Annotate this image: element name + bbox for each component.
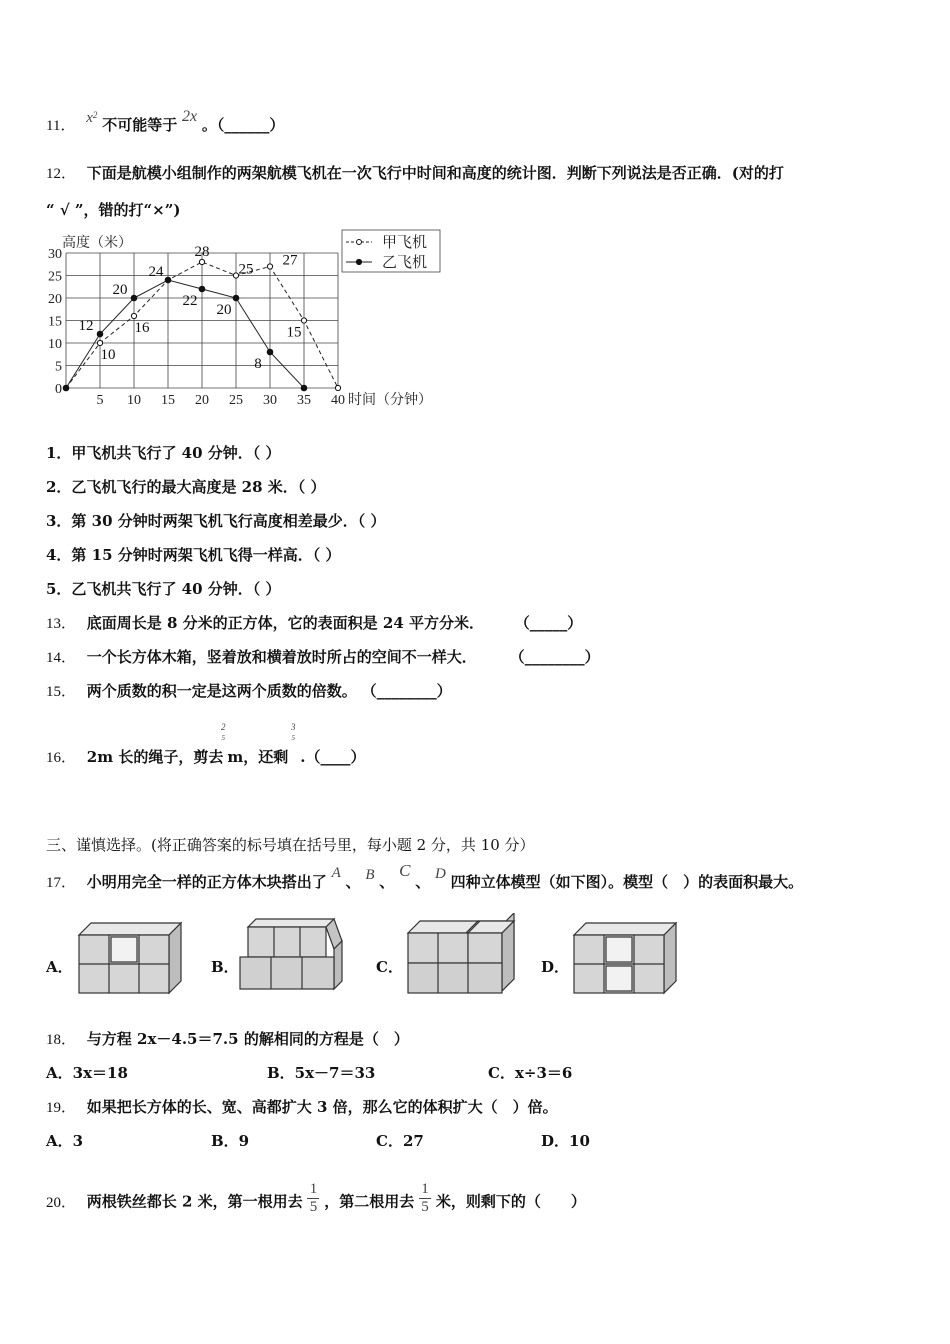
question-text: 下面是航模小组制作的两架航模飞机在一次飞行中时间和高度的统计图．判断下列说法是否正确．(对的打	[86, 164, 784, 182]
fraction-one-fifth-2	[419, 1182, 431, 1215]
separator: 、	[379, 873, 395, 891]
answer-blank[interactable]: （________）	[509, 648, 600, 666]
x-tick-label: 40	[331, 393, 345, 408]
option-d[interactable]: D．	[541, 958, 570, 976]
y-tick-label: 20	[48, 292, 62, 307]
question-text: 一个长方体木箱，竖着放和横着放时所占的空间不一样大．	[86, 648, 477, 666]
x-axis-label: 时间（分钟）	[348, 393, 432, 408]
data-point	[301, 385, 307, 391]
question-text-3: 米，则剩下的（ ）	[435, 1192, 586, 1211]
question-12-line2: “ √ ”，错的打“×”)	[46, 201, 181, 219]
x-tick-label: 15	[161, 393, 175, 408]
fraction-numerator: 1	[421, 1181, 429, 1197]
separator: 、	[415, 873, 431, 891]
data-label: 27	[282, 252, 298, 269]
y-axis-label: 高度（米）	[62, 236, 132, 251]
cube-model-d-shape	[574, 923, 676, 993]
x-tick-label: 25	[229, 393, 243, 408]
data-label: 25	[238, 261, 254, 278]
q19-option-b[interactable]: B．9	[211, 1132, 250, 1150]
fraction-denominator: 5	[421, 1199, 429, 1215]
option-c[interactable]: C．	[376, 958, 403, 976]
fraction-one-fifth	[307, 1182, 319, 1215]
option-a[interactable]: A．	[46, 958, 73, 976]
data-point	[131, 295, 137, 301]
question-number: 18．	[46, 1032, 77, 1048]
fraction-two-fifths	[221, 722, 226, 744]
judge-item-1[interactable]: 1．甲飞机共飞行了 40 分钟．（ ）	[46, 444, 281, 462]
cube-model-d	[572, 915, 682, 997]
answer-blank[interactable]: 。（______）	[201, 116, 285, 134]
y-tick-label: 5	[55, 359, 62, 375]
question-text: 底面周长是 8 分米的正方体，它的表面积是 24 平方分米．	[86, 614, 484, 632]
fraction-numerator: 1	[309, 1181, 318, 1197]
math-x: x	[86, 110, 93, 126]
y-tick-label: 10	[48, 337, 62, 352]
data-point	[335, 385, 340, 390]
x-tick-label: 10	[127, 393, 141, 408]
question-11	[46, 108, 285, 135]
cube-model-b-shape	[240, 919, 342, 989]
question-text-2: 四种立体模型（如下图）。模型（ ）的表面积最大。	[450, 873, 804, 891]
question-number: 17．	[46, 875, 77, 891]
question-number: 20．	[46, 1194, 77, 1211]
judge-item-2[interactable]: 2．乙飞机飞行的最大高度是 28 米．（ ）	[46, 478, 326, 496]
legend-label-1: 甲飞机	[382, 235, 428, 251]
question-number: 14．	[46, 650, 77, 666]
question-17	[46, 861, 804, 892]
x-tick-label: 5	[96, 393, 104, 408]
answer-blank[interactable]: （_____）	[514, 614, 583, 632]
cube-model-c-shape	[408, 913, 514, 993]
fraction-three-fifths	[291, 722, 296, 744]
question-text: 两根铁丝都长 2 米，第一根用去	[86, 1192, 303, 1211]
q18-option-b[interactable]: B．5x－7＝33	[267, 1064, 376, 1082]
q18-option-c[interactable]: C．x÷3＝6	[488, 1064, 573, 1082]
question-20	[46, 1181, 586, 1219]
question-number: 11．	[46, 118, 76, 134]
question-number: 13．	[46, 616, 77, 632]
question-15	[46, 680, 452, 701]
data-point	[267, 349, 273, 355]
data-point	[267, 264, 272, 269]
q19-option-a[interactable]: A．3	[46, 1132, 84, 1150]
fraction-numerator: 3	[291, 722, 296, 732]
judge-item-3[interactable]: 3．第 30 分钟时两架飞机飞行高度相差最少．（ ）	[46, 512, 386, 530]
question-text-2: m，还剩	[227, 748, 289, 766]
question-13	[46, 612, 582, 633]
fraction-denominator: 5	[309, 1199, 318, 1215]
data-point	[63, 385, 69, 391]
label-b: B	[365, 867, 375, 883]
data-point	[301, 318, 306, 323]
data-point	[165, 277, 171, 283]
fraction-numerator: 2	[221, 722, 226, 732]
y-tick-label: 25	[48, 269, 62, 285]
data-point	[97, 340, 102, 345]
label-a: A	[331, 865, 341, 881]
question-number: 19．	[46, 1100, 77, 1116]
y-tick-label: 30	[48, 247, 62, 262]
fraction-denominator: 5	[291, 734, 295, 742]
question-text-2: ，第二根用去	[324, 1192, 415, 1211]
question-text: 如果把长方体的长、宽、高都扩大 3 倍，那么它的体积扩大（ ）倍。	[86, 1098, 558, 1116]
question-text: 不可能等于	[102, 116, 178, 134]
section-3-title: 三、谨慎选择。(将正确答案的标号填在括号里，每小题 2 分，共 10 分）	[46, 836, 535, 854]
x-tick-label: 20	[195, 393, 209, 408]
q19-option-d[interactable]: D．10	[541, 1132, 590, 1150]
x-tick-label: 35	[297, 393, 311, 408]
data-point	[131, 313, 136, 318]
cube-model-c	[406, 913, 518, 997]
question-number: 15．	[46, 684, 77, 700]
q18-option-a[interactable]: A．3x＝18	[46, 1064, 128, 1082]
legend-marker-2	[356, 259, 361, 264]
data-label: 15	[286, 324, 302, 341]
data-label: 10	[100, 347, 116, 363]
data-label: 8	[254, 356, 262, 372]
data-point	[199, 286, 205, 292]
data-label: 24	[148, 264, 164, 280]
altitude-line-chart	[44, 226, 454, 412]
cube-model-a-shape	[79, 923, 181, 993]
fraction-denominator: 5	[221, 734, 225, 742]
q19-option-c[interactable]: C．27	[376, 1132, 424, 1150]
y-tick-label: 0	[55, 382, 62, 397]
data-label: 12	[78, 318, 94, 334]
data-label: 16	[134, 320, 150, 336]
cube-model-a	[77, 915, 187, 997]
answer-blank[interactable]: .（____）	[300, 748, 366, 766]
question-text: 两个质数的积一定是这两个质数的倍数。	[86, 682, 357, 700]
answer-blank[interactable]: （________）	[361, 682, 452, 700]
label-c: C	[399, 861, 411, 880]
legend-label-2: 乙飞机	[382, 255, 428, 271]
data-label: 20	[112, 282, 128, 298]
x-tick-label: 30	[263, 393, 277, 408]
data-label: 28	[194, 244, 210, 260]
question-19	[46, 1096, 558, 1117]
math-2x: 2x	[181, 108, 198, 125]
data-point	[97, 331, 103, 337]
data-point	[233, 295, 239, 301]
data-label: 20	[216, 302, 232, 318]
data-label: 22	[182, 293, 198, 309]
label-d: D	[435, 866, 446, 882]
legend-marker-1	[357, 240, 362, 245]
judge-item-4[interactable]: 4．第 15 分钟时两架飞机飞得一样高．（ ）	[46, 546, 341, 564]
question-text: 小明用完全一样的正方体木块搭出了	[86, 873, 327, 891]
question-text: 2m 长的绳子，剪去	[86, 748, 224, 766]
question-18	[46, 1028, 409, 1049]
question-16	[46, 746, 365, 767]
option-b[interactable]: B．	[211, 958, 239, 976]
question-number: 12．	[46, 166, 77, 182]
data-point	[199, 259, 204, 264]
judge-item-5[interactable]: 5．乙飞机共飞行了 40 分钟．（ ）	[46, 580, 281, 598]
question-14	[46, 646, 600, 667]
cube-model-b	[238, 915, 348, 997]
separator: 、	[345, 873, 361, 891]
question-12	[46, 162, 784, 183]
question-text: 与方程 2x－4.5＝7.5 的解相同的方程是（ ）	[86, 1030, 409, 1048]
math-exponent: 2	[92, 110, 98, 120]
y-tick-label: 15	[48, 314, 62, 330]
question-number: 16．	[46, 750, 77, 766]
